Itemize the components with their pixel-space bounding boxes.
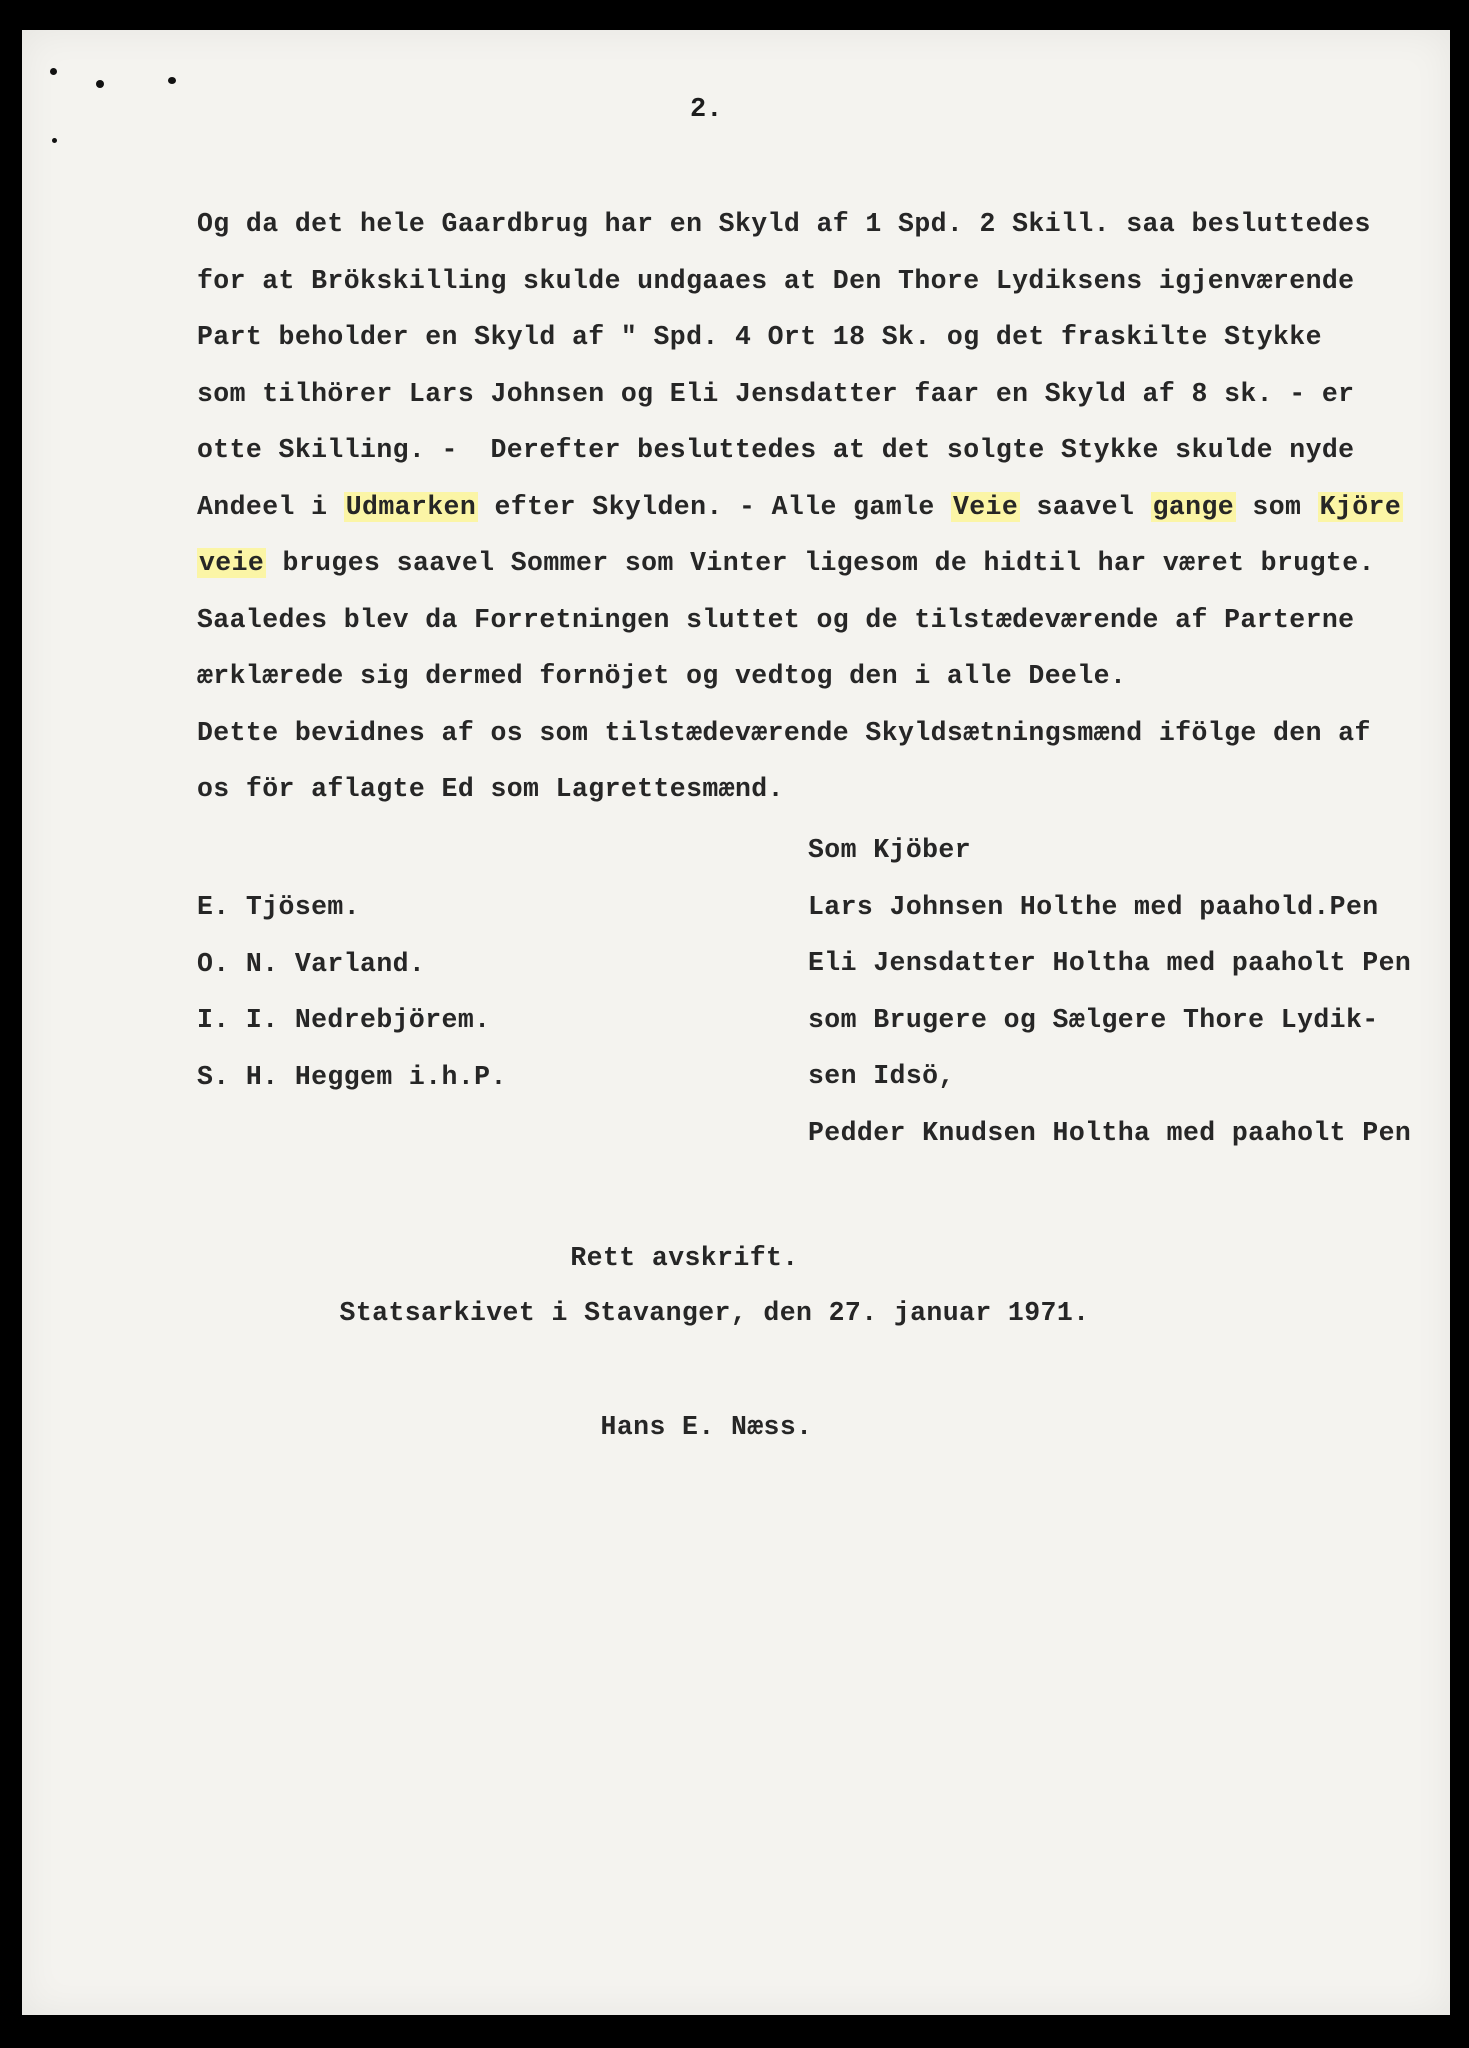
party-signature-line: som Brugere og Sælgere Thore Lydik- bbox=[808, 1004, 1379, 1035]
party-signature-line: Eli Jensdatter Holtha med paaholt Pen bbox=[808, 948, 1412, 978]
text-line bbox=[197, 535, 1437, 592]
text-line bbox=[197, 705, 1437, 762]
text-segment: Part beholder en Skyld af " Spd. 4 Ort 18 Sk. og det fraskilte Stykke bbox=[197, 322, 1322, 352]
text-segment: Og da det hele Gaardbrug har en Skyld af 1 Spd. 2 Skill. saa besluttedes bbox=[197, 209, 1371, 239]
text-line bbox=[197, 761, 1437, 818]
text-segment: for at Brökskilling skulde undgaaes at Den Thore Lydiksens igjenværende bbox=[197, 265, 1355, 296]
text-segment: Dette bevidnes af os som tilstædeværende Skyldsætningsmænd ifölge den af bbox=[197, 717, 1371, 748]
witness-signature-line: I. I. Nedrebjörem. bbox=[197, 1005, 491, 1035]
scan-speck bbox=[52, 138, 57, 143]
text-line bbox=[197, 479, 1437, 536]
witness-signatures bbox=[197, 879, 507, 1105]
signatory-name: Hans E. Næss. bbox=[600, 1412, 813, 1442]
body-paragraph bbox=[197, 196, 1437, 818]
party-signature-line: Pedder Knudsen Holtha med paaholt Pen bbox=[808, 1117, 1412, 1148]
highlighted-word: veie bbox=[199, 548, 265, 578]
text-segment: saavel bbox=[1020, 491, 1151, 522]
text-segment: os för aflagte Ed som Lagrettesmænd. bbox=[197, 774, 784, 804]
text-line bbox=[197, 309, 1437, 366]
text-segment: Andeel i bbox=[197, 491, 344, 522]
party-signature-line: sen Idsö, bbox=[808, 1061, 955, 1091]
text-line bbox=[197, 422, 1437, 479]
scan-speck bbox=[96, 80, 104, 88]
text-segment: bruges saavel Sommer som Vinter ligesom de hidtil har været brugte. bbox=[266, 548, 1375, 578]
text-line bbox=[197, 366, 1437, 423]
text-segment: som tilhörer Lars Johnsen og Eli Jensdatter faar en Skyld af 8 sk. - er bbox=[197, 378, 1355, 409]
certification-line: Rett avskrift. bbox=[570, 1243, 799, 1273]
highlighted-word: Veie bbox=[952, 491, 1019, 522]
text-line bbox=[197, 592, 1437, 649]
text-segment: ærklærede sig dermed fornöjet og vedtog den i alle Deele. bbox=[197, 661, 1127, 691]
page-number: 2. bbox=[690, 95, 723, 125]
witness-signature-line: S. H. Heggem i.h.P. bbox=[197, 1061, 507, 1092]
party-signature-line: Lars Johnsen Holthe med paahold.Pen bbox=[808, 891, 1379, 922]
text-segment: efter Skylden. - Alle gamle bbox=[478, 491, 951, 522]
text-line bbox=[197, 253, 1437, 310]
text-line bbox=[197, 196, 1437, 253]
text-line bbox=[197, 648, 1437, 705]
text-segment: Saaledes blev da Forretningen sluttet og de tilstædeværende af Parterne bbox=[197, 604, 1355, 635]
witness-signature-line: O. N. Varland. bbox=[197, 948, 426, 979]
party-signature-line: Som Kjöber bbox=[808, 835, 972, 865]
text-segment: otte Skilling. - Derefter besluttedes at det solgte Stykke skulde nyde bbox=[197, 435, 1355, 465]
scan-speck bbox=[168, 77, 176, 84]
text-segment: som bbox=[1236, 491, 1318, 522]
highlighted-word: Udmarken bbox=[345, 491, 477, 522]
party-signatures bbox=[808, 822, 1411, 1161]
witness-signature-line: E. Tjösem. bbox=[197, 892, 361, 922]
place-date-line: Statsarkivet i Stavanger, den 27. januar 1971. bbox=[339, 1298, 1090, 1328]
highlighted-word: gange bbox=[1152, 491, 1235, 522]
highlighted-word: Kjöre bbox=[1319, 491, 1402, 522]
scan-speck bbox=[50, 68, 57, 75]
